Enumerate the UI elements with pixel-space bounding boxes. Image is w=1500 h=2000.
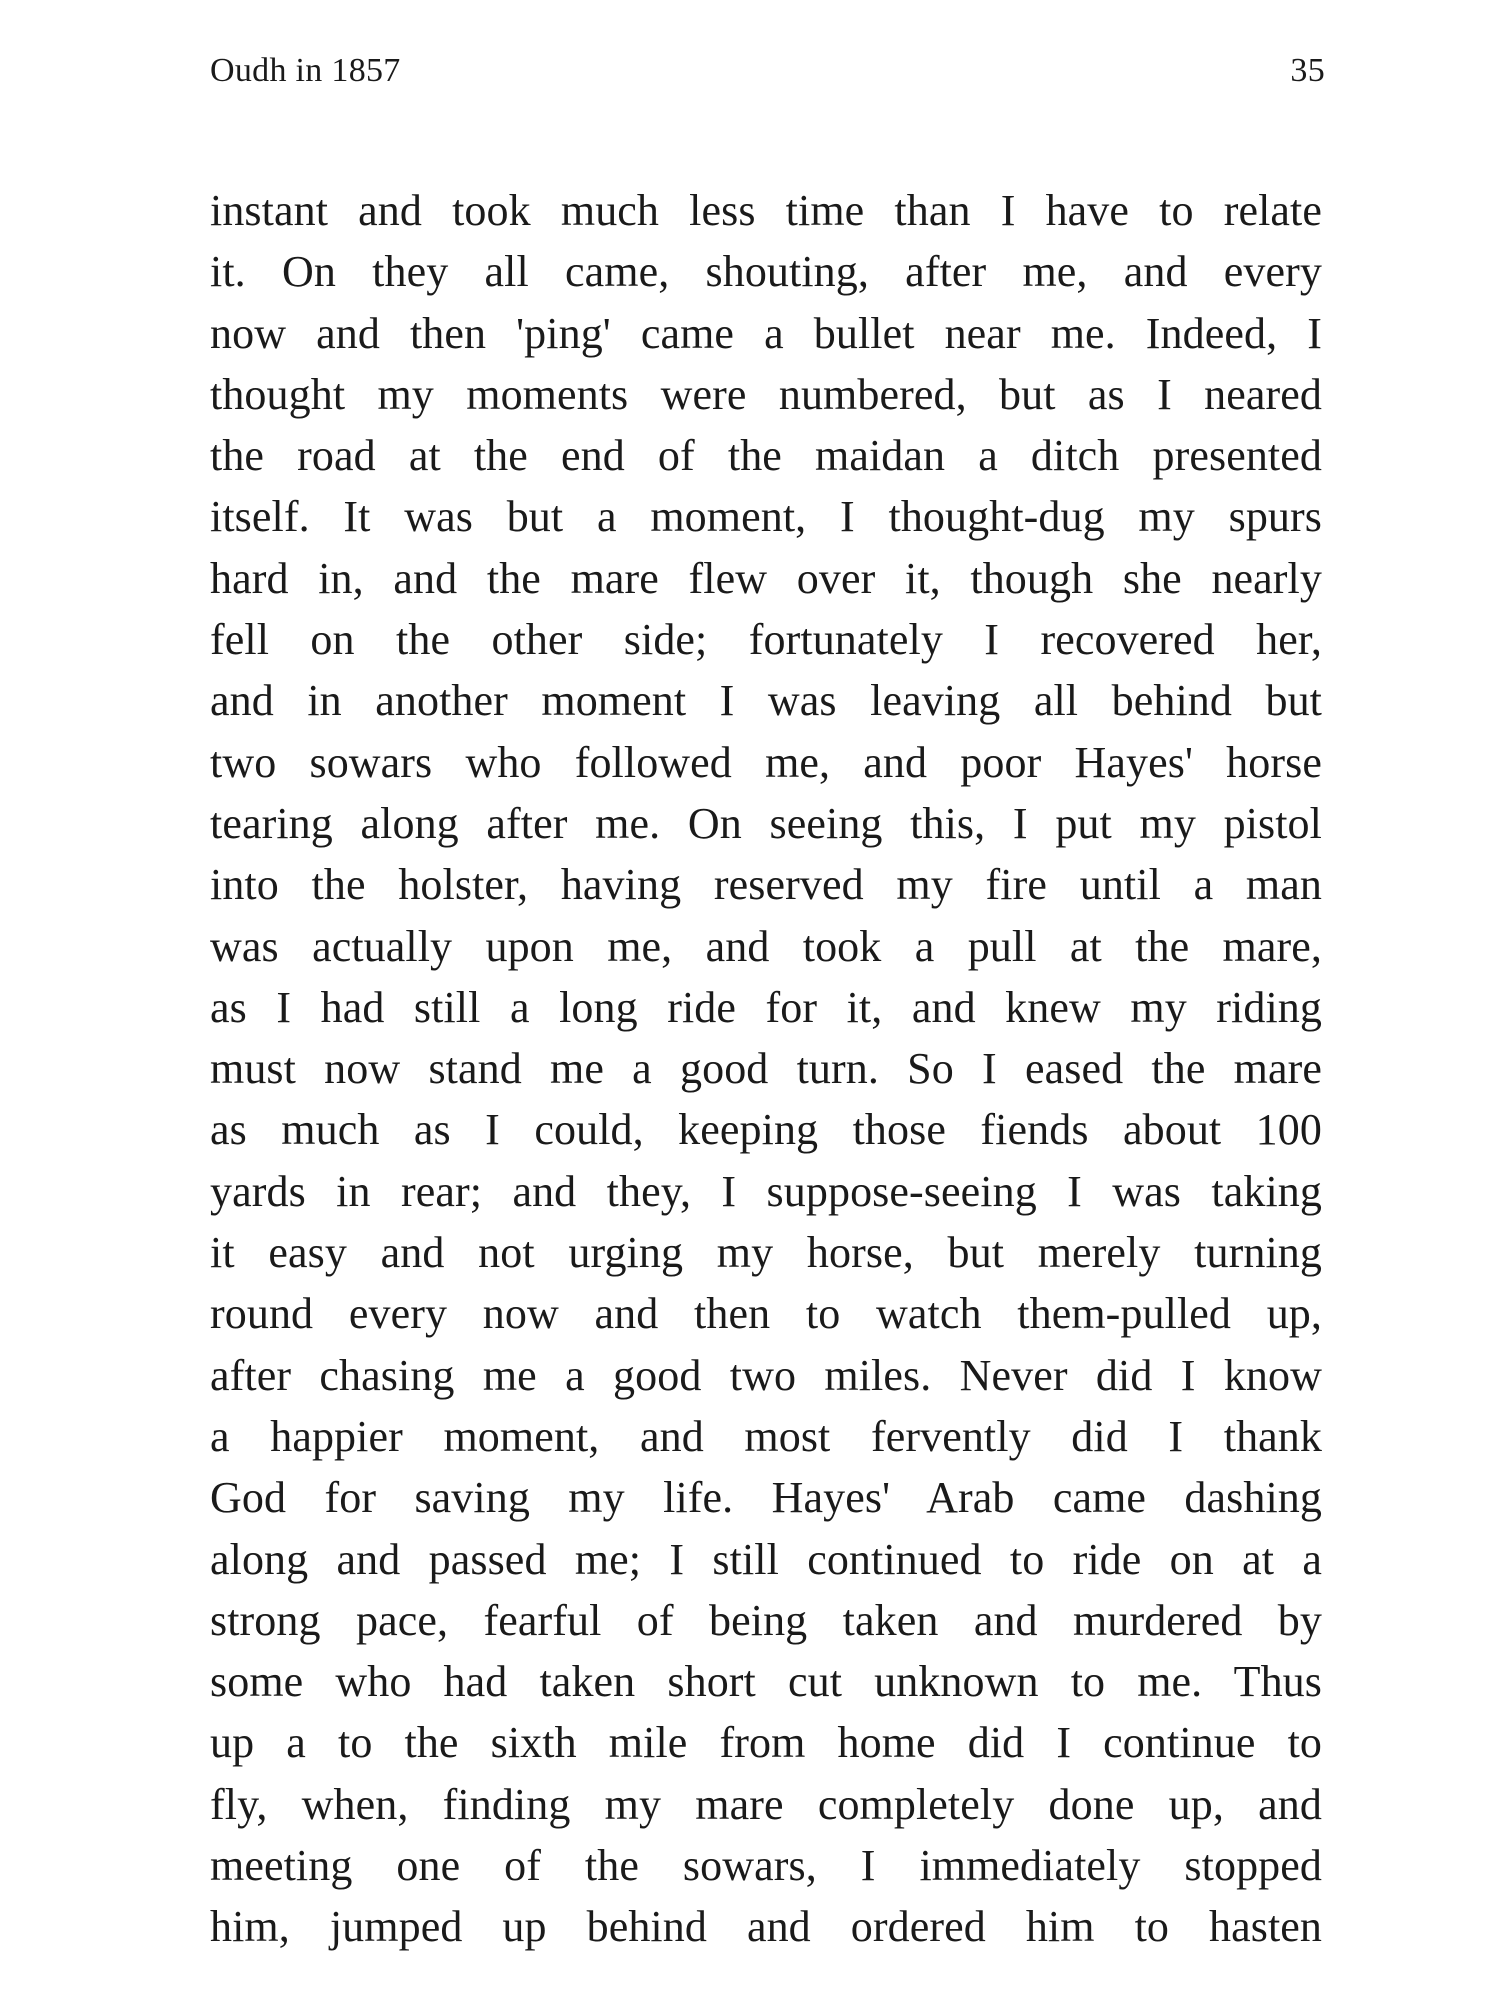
- text-line: two sowars who followed me, and poor Hayes' horse: [210, 737, 1322, 787]
- text-line: now and then 'ping' came a bullet near me. Indeed, I: [210, 308, 1322, 358]
- page-number: 35: [1290, 52, 1325, 89]
- text-line: up a to the sixth mile from home did I continue to: [210, 1718, 1322, 1768]
- text-line: strong pace, fearful of being taken and murdered by: [210, 1595, 1322, 1645]
- text-line: thought my moments were numbered, but as I neared: [210, 369, 1322, 419]
- text-line: fell on the other side; fortunately I recovered her,: [210, 615, 1322, 665]
- text-line: was actually upon me, and took a pull at the mare,: [210, 921, 1322, 971]
- text-line: along and passed me; I still continued to ride on at a: [210, 1534, 1322, 1584]
- text-line: must now stand me a good turn. So I eased the mare: [210, 1044, 1322, 1094]
- running-head: [210, 52, 1325, 102]
- text-line: hard in, and the mare flew over it, though she nearly: [210, 553, 1322, 603]
- text-line: it. On they all came, shouting, after me, and every: [210, 247, 1322, 297]
- text-line: meeting one of the sowars, I immediately stopped: [210, 1841, 1322, 1891]
- text-line: a happier moment, and most fervently did I thank: [210, 1411, 1322, 1461]
- text-line: the road at the end of the maidan a ditch presented: [210, 431, 1322, 481]
- text-line: as much as I could, keeping those fiends about 100: [210, 1105, 1322, 1155]
- text-line: God for saving my life. Hayes' Arab came dashing: [210, 1473, 1322, 1523]
- text-line: as I had still a long ride for it, and knew my riding: [210, 982, 1322, 1032]
- running-title: Oudh in 1857: [210, 52, 401, 89]
- text-line: and in another moment I was leaving all behind but: [210, 676, 1322, 726]
- text-line: into the holster, having reserved my fire until a man: [210, 860, 1322, 910]
- text-line: after chasing me a good two miles. Never did I know: [210, 1350, 1322, 1400]
- text-line: itself. It was but a moment, I thought-dug my spurs: [210, 492, 1322, 542]
- text-line: some who had taken short cut unknown to me. Thus: [210, 1657, 1322, 1707]
- body-text: [210, 180, 1322, 1958]
- text-line: it easy and not urging my horse, but merely turning: [210, 1228, 1322, 1278]
- text-line: fly, when, finding my mare completely done up, and: [210, 1779, 1322, 1829]
- text-line: him, jumped up behind and ordered him to hasten: [210, 1902, 1322, 1952]
- text-line: yards in rear; and they, I suppose-seeing I was taking: [210, 1166, 1322, 1216]
- text-line: tearing along after me. On seeing this, I put my pistol: [210, 798, 1322, 848]
- text-line: instant and took much less time than I have to relate: [210, 186, 1322, 235]
- text-line: round every now and then to watch them-pulled up,: [210, 1289, 1322, 1339]
